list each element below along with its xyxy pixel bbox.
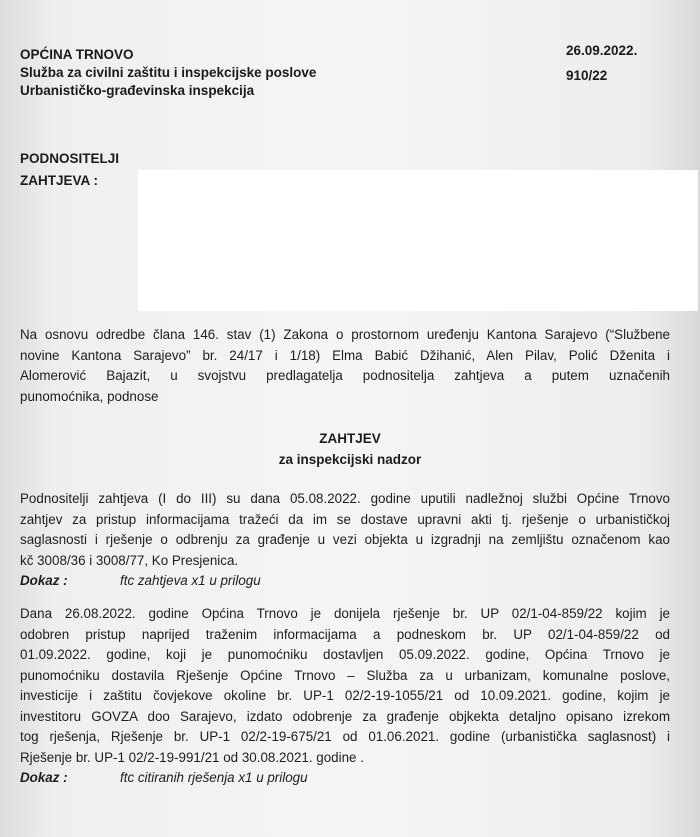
section-2-line: investitoru GOVZA doo Sarajevo, izdato odobrenje za građenje objkekta detaljno opisano izrekom (20, 708, 670, 724)
request-title-sub: za inspekcijski nadzor (278, 452, 422, 467)
section-1-paragraph (20, 489, 670, 592)
intro-line: Alomerović Bajazit, u svojstvu predlagatelja podnositelja zahtjeva a putem uznačenih (20, 368, 670, 383)
redacted-area (138, 170, 698, 311)
document-number: 910/22 (566, 68, 608, 83)
intro-line: novine Kantona Sarajevo” br. 24/17 i 1/18) Elma Babić Džihanić, Alen Pilav, Polić Dženita i (20, 347, 670, 363)
request-title (0, 428, 700, 470)
section-2-line: tog rješenja, Rješenje br. UP-1 02/2-19-675/21 od 01.06.2021. godine (urbanistička saglasnost) i (20, 729, 670, 744)
proof-label: Dokaz : (20, 573, 68, 588)
section-2-paragraph (20, 604, 670, 789)
proof-label: Dokaz : (20, 770, 68, 785)
proof-text: ftc citiranih rješenja x1 u prilogu (120, 770, 308, 785)
section-1-line: Podnositelji zahtjeva (I do III) su dana 05.08.2022. godine uputili nadležnoj službi Općine Trnovo (20, 491, 670, 506)
intro-line: punomoćnika, podnose (20, 388, 159, 404)
letterhead-municipality: OPĆINA TRNOVO (20, 47, 134, 62)
section-2-proof (20, 768, 670, 789)
section-2-line: Dana 26.08.2022. godine Općina Trnovo je donijela rješenje br. UP 02/1-04-859/22 kojim je (20, 606, 670, 621)
letterhead-service: Služba za civilni zaštitu i inspekcijske poslove (20, 65, 317, 80)
section-2-line: punomoćniku dostavila Rješenje Općine Trnovo – Služba za u urbanizam, komunalne poslove, (20, 667, 670, 683)
section-1-line: saglasnosti i rješenje o odbrenju za građenje u vezi objekta u izgradnji na zemljištu označenom kao (20, 532, 670, 547)
section-2-line: Rješenje br. UP-1 02/2-19-991/21 od 30.08.2021. godine . (20, 749, 364, 765)
document-date: 26.09.2022. (566, 43, 638, 58)
section-2-line: 01.09.2022. godine, koji je punomoćniku dostavljen 05.09.2022. godine, Općina Trnovo je (20, 647, 670, 662)
proof-text: ftc zahtjeva x1 u prilogu (120, 573, 261, 588)
section-1-line: zahtjev za pristup informacijama tražeći da im se dostave upravni akti tj. rješenje o urbanističkoj (20, 511, 670, 527)
section-1-proof (20, 571, 670, 592)
request-title-main: ZAHTJEV (319, 431, 381, 446)
submitter-label-line2: ZAHTJEVA : (20, 173, 99, 188)
letterhead-inspection: Urbanističko-građevinska inspekcija (20, 83, 255, 98)
letterhead (20, 46, 316, 100)
intro-paragraph (20, 325, 670, 407)
submitter-label (20, 148, 119, 192)
section-2-line: investicije i zaštitu čovjekove okoline br. UP-1 02/2-19-1055/21 od 10.09.2021. godine, kojim je (20, 688, 670, 703)
section-1-line: kč 3008/36 i 3008/77, Ko Presjenica. (20, 552, 239, 568)
submitter-label-line1: PODNOSITELJI (20, 151, 120, 166)
document-meta (566, 38, 637, 88)
intro-line: Na osnovu odredbe člana 146. stav (1) Zakona o prostornom uređenju Kantona Sarajevo (“Službene (20, 327, 670, 342)
section-2-line: odobren pristup naprijed traženim informacijama a podneskom br. UP 02/1-04-859/22 od (20, 626, 670, 642)
